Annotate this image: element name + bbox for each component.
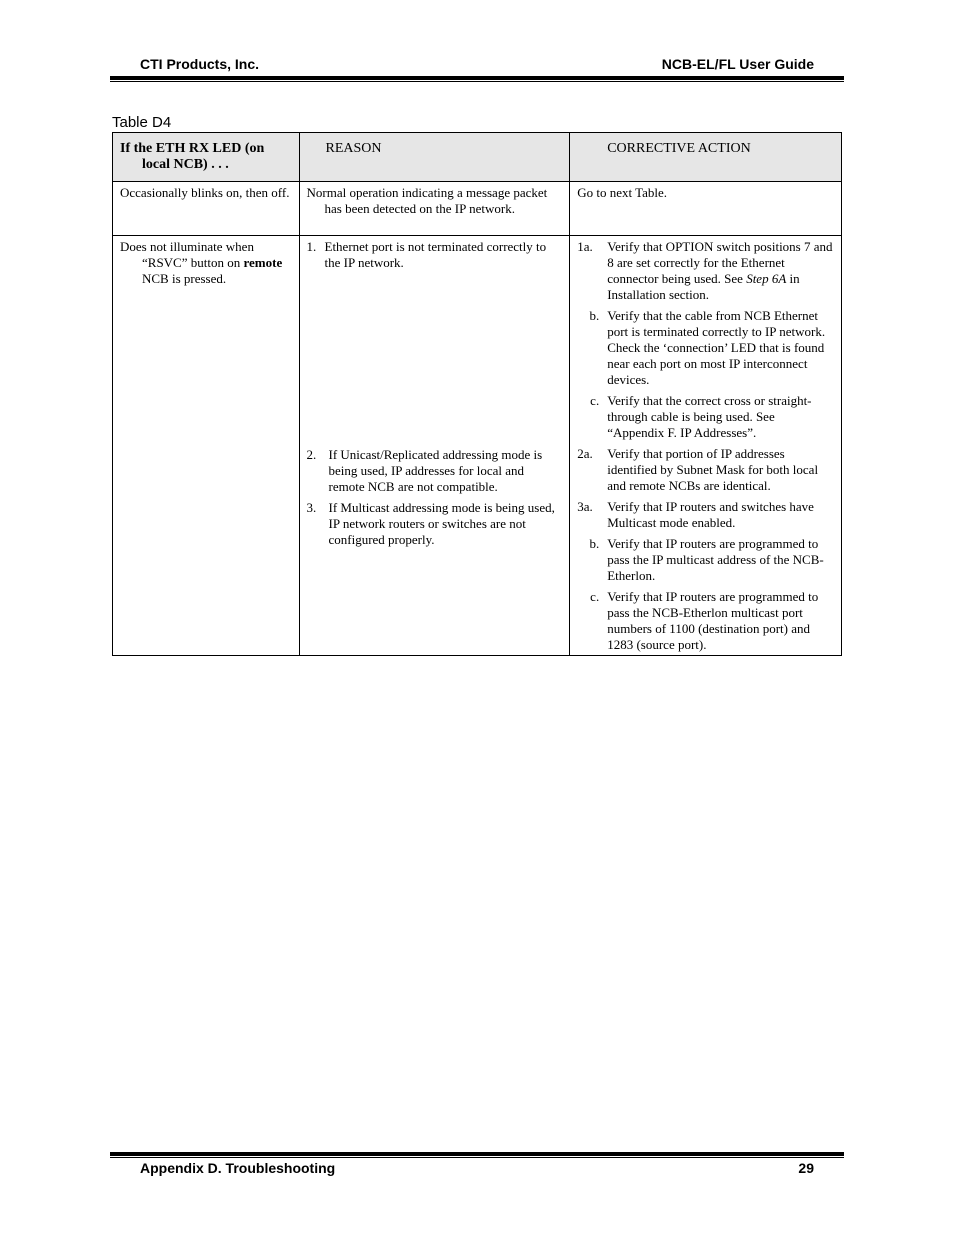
reason-item: 3. If Multicast addressing mode is being used, IP network routers or switches are not configured properly. (306, 500, 555, 547)
action-item: b. Verify that IP routers are programmed to pass the IP multicast address of the NCB-Etherlon. (589, 536, 824, 583)
header-rule (110, 76, 844, 80)
action-item: b. Verify that the cable from NCB Ethernet port is terminated correctly to IP network. Check the ‘connection’ LED that is found near each port on most IP interconnect devices. (589, 308, 826, 387)
reason-cell (299, 236, 570, 656)
action-item: c. Verify that IP routers are programmed to pass the NCB-Etherlon multicast port numbers of 1100 (destination port) and 1283 (source port). (590, 589, 819, 652)
action-item: c. Verify that the correct cross or straight-through cable is being used. See “Appendix F. IP Addresses”. (590, 393, 812, 440)
action-item: 2a. Verify that portion of IP addresses identified by Subnet Mask for both local and remote NCBs are identical. (577, 446, 819, 493)
page-number: 29 (798, 1160, 814, 1176)
header-action: CORRECTIVE ACTION (570, 133, 842, 182)
header-condition: If the ETH RX LED (on local NCB) . . . (113, 133, 300, 182)
reason-item: 1. Ethernet port is not terminated correctly to the IP network. (306, 239, 547, 270)
table-caption: Table D4 (112, 114, 172, 131)
table-header-row (113, 133, 842, 182)
header-company: CTI Products, Inc. (140, 56, 260, 72)
table-row (113, 236, 842, 656)
condition-cell: Does not illuminate when “RSVC” button on remote NCB is pressed. (113, 236, 300, 656)
condition-cell: Occasionally blinks on, then off. (113, 182, 300, 236)
footer-section: Appendix D. Troubleshooting (140, 1160, 336, 1176)
table-row (113, 182, 842, 236)
footer-rule (110, 1152, 844, 1156)
troubleshooting-table (112, 132, 842, 656)
action-cell: Go to next Table. (570, 182, 842, 236)
action-item: 3a. Verify that IP routers and switches have Multicast mode enabled. (577, 499, 814, 530)
header-guide-title: NCB-EL/FL User Guide (661, 56, 814, 72)
action-item: 1a. Verify that OPTION switch positions 7 and 8 are set correctly for the Ethernet connector being used. See Step 6A in Installation section. (577, 239, 833, 302)
reason-cell: Normal operation indicating a message packet has been detected on the IP network. (299, 182, 570, 236)
header-reason: REASON (299, 133, 570, 182)
action-cell (570, 236, 842, 656)
reason-item: 2. If Unicast/Replicated addressing mode is being used, IP addresses for local and remote NCB are not compatible. (306, 447, 543, 494)
